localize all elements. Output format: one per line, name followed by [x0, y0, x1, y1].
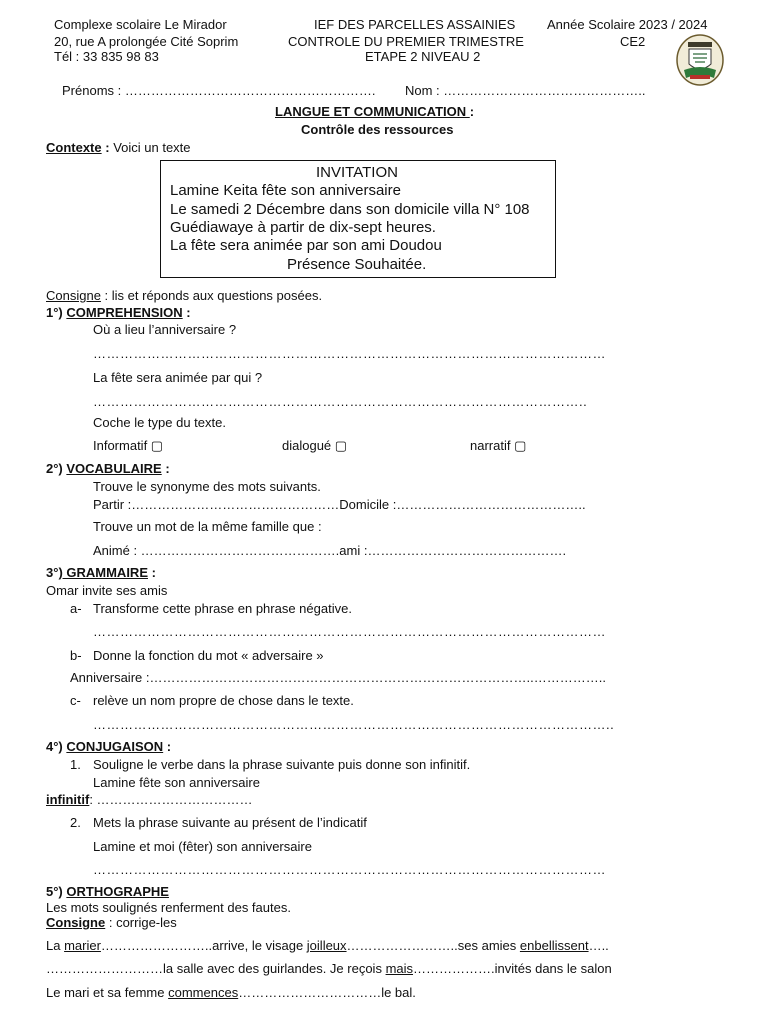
list-marker: c- [70, 693, 81, 708]
section-title: VOCABULAIRE [66, 461, 162, 476]
exam-stage: ETAPE 2 NIVEAU 2 [365, 49, 481, 64]
question-text: Souligne le verbe dans la phrase suivante puis donne son infinitif. [93, 757, 471, 772]
invitation-line: Lamine Keita fête son anniversaire [170, 182, 401, 199]
page-subtitle: Contrôle des ressources [301, 122, 454, 137]
correction-line[interactable] [46, 961, 612, 976]
checkbox-dialogue[interactable]: dialogué ▢ [282, 438, 348, 453]
answer-line[interactable]: …………………………………………………………………………………………………… [93, 624, 606, 639]
school-phone: Tél : 33 835 98 83 [54, 49, 159, 64]
section-colon: : [147, 565, 156, 580]
conjugation-sentence: Lamine et moi (fêter) son anniversaire [93, 839, 312, 854]
invitation-box [160, 160, 556, 278]
section-orthographe-heading [46, 884, 169, 899]
invitation-line: La fête sera animée par son ami Doudou [170, 237, 442, 254]
orthographe-intro: Les mots soulignés renferment des fautes. [46, 900, 291, 915]
correction-line[interactable] [46, 938, 609, 953]
answer-line[interactable]: ……………………………………………………………………………………………….. [93, 394, 588, 409]
section-number: 3° [46, 565, 59, 580]
section-number: 1°) [46, 305, 67, 320]
question-text: Où a lieu l’anniversaire ? [93, 322, 237, 337]
section-number: 5°) [46, 884, 67, 899]
section-number: 2°) [46, 461, 67, 476]
school-name: Complexe scolaire Le Mirador [54, 17, 227, 32]
question-text: Donne la fonction du mot « adversaire » [93, 648, 324, 663]
section-title: ) GRAMMAIRE [58, 565, 148, 580]
invitation-line: Guédiawaye à partir de dix-sept heures. [170, 219, 436, 236]
page-title [275, 104, 474, 119]
school-crest-icon [676, 34, 724, 86]
section-colon: : [161, 461, 170, 476]
page-title-text: LANGUE ET COMMUNICATION [275, 104, 470, 119]
question-text: La fête sera animée par qui ? [93, 370, 263, 385]
section-title: ORTHOGRAPHE [66, 884, 169, 899]
question-text: relève un nom propre de chose dans le texte. [93, 693, 354, 708]
text-fragment: ………………………la salle avec des guirlandes. Je reçois [46, 961, 386, 976]
answer-line[interactable]: …………………………………………………………………………………………………… [93, 346, 606, 361]
misspelled-word: marier [64, 938, 101, 953]
text-fragment: ……………………..ses amies [346, 938, 520, 953]
question-text: Trouve le synonyme des mots suivants. [93, 479, 321, 494]
nom-field[interactable]: Nom : ……………………………………….. [405, 83, 646, 98]
prenoms-field[interactable]: Prénoms : …………………………………………………. [62, 83, 376, 98]
text-fragment: ……………………..arrive, le visage [100, 938, 307, 953]
section-colon: : [182, 305, 191, 320]
text-fragment: ….. [588, 938, 609, 953]
school-year: Année Scolaire 2023 / 2024 [547, 17, 708, 32]
family-answer-line[interactable]: Animé : ……………………………………….ami :………………………………………. [93, 543, 567, 558]
invitation-title: INVITATION [316, 164, 398, 181]
list-marker: b- [70, 648, 82, 663]
infinitif-line[interactable] [46, 792, 253, 807]
text-fragment: Le mari et sa femme [46, 985, 169, 1000]
grammar-sentence: Omar invite ses amis [46, 583, 168, 598]
school-address: 20, rue A prolongée Cité Soprim [54, 34, 239, 49]
class-level: CE2 [620, 34, 646, 49]
section-colon: : [163, 739, 172, 754]
consigne-line [46, 288, 322, 303]
context-colon: : [101, 140, 110, 155]
answer-line[interactable]: …………………………………………………………………………………………………….. [93, 717, 615, 732]
context-text: Voici un texte [109, 140, 191, 155]
section-grammaire-heading [46, 565, 156, 580]
consigne-text: : corrige-les [105, 915, 177, 930]
infinitif-dots: : ……………………………… [89, 792, 253, 807]
consigne-text: : lis et réponds aux questions posées. [100, 288, 323, 303]
section-title: COMPREHENSION [66, 305, 183, 320]
context-line [46, 140, 191, 155]
list-marker: 1. [70, 757, 81, 772]
question-text: Mets la phrase suivante au présent de l’indicatif [93, 815, 367, 830]
answer-line[interactable]: …………………………………………………………………………………………………… [93, 862, 606, 877]
text-fragment: ……………….invités dans le salon [413, 961, 612, 976]
question-text: Transforme cette phrase en phrase négative. [93, 601, 352, 616]
text-fragment: La [46, 938, 65, 953]
consigne-label: Consigne [46, 288, 101, 303]
correction-line[interactable] [46, 985, 416, 1000]
answer-line[interactable]: Anniversaire :……………………………………………………………………………..…………….. [70, 670, 606, 685]
text-fragment: ……………………………le bal. [238, 985, 416, 1000]
orthographe-consigne [46, 915, 177, 930]
section-number: 4°) [46, 739, 67, 754]
list-marker: a- [70, 601, 82, 616]
misspelled-word: commences [168, 985, 239, 1000]
exam-title: CONTROLE DU PREMIER TRIMESTRE [288, 34, 524, 49]
misspelled-word: joilleux [306, 938, 347, 953]
conjugation-sentence: Lamine fête son anniversaire [93, 775, 260, 790]
list-marker: 2. [70, 815, 81, 830]
context-label: Contexte [46, 140, 102, 155]
checkbox-informatif[interactable]: Informatif ▢ [93, 438, 164, 453]
synonym-answer-line[interactable]: Partir :…………………………………………Domicile :…………………………………….. [93, 497, 586, 512]
ief-name: IEF DES PARCELLES ASSAINIES [314, 17, 516, 32]
section-title: CONJUGAISON [66, 739, 164, 754]
infinitif-label: infinitif [46, 792, 90, 807]
section-vocabulaire-heading [46, 461, 170, 476]
section-conjugaison-heading [46, 739, 171, 754]
invitation-closing: Présence Souhaitée. [287, 256, 427, 273]
question-text: Coche le type du texte. [93, 415, 226, 430]
checkbox-narratif[interactable]: narratif ▢ [470, 438, 527, 453]
misspelled-word: enbellissent [519, 938, 589, 953]
invitation-line: Le samedi 2 Décembre dans son domicile villa N° 108 [170, 201, 530, 218]
page-title-colon: : [469, 104, 475, 119]
question-text: Trouve un mot de la même famille que : [93, 519, 322, 534]
consigne-label: Consigne [46, 915, 106, 930]
misspelled-word: mais [385, 961, 414, 976]
section-comprehension-heading [46, 305, 191, 320]
